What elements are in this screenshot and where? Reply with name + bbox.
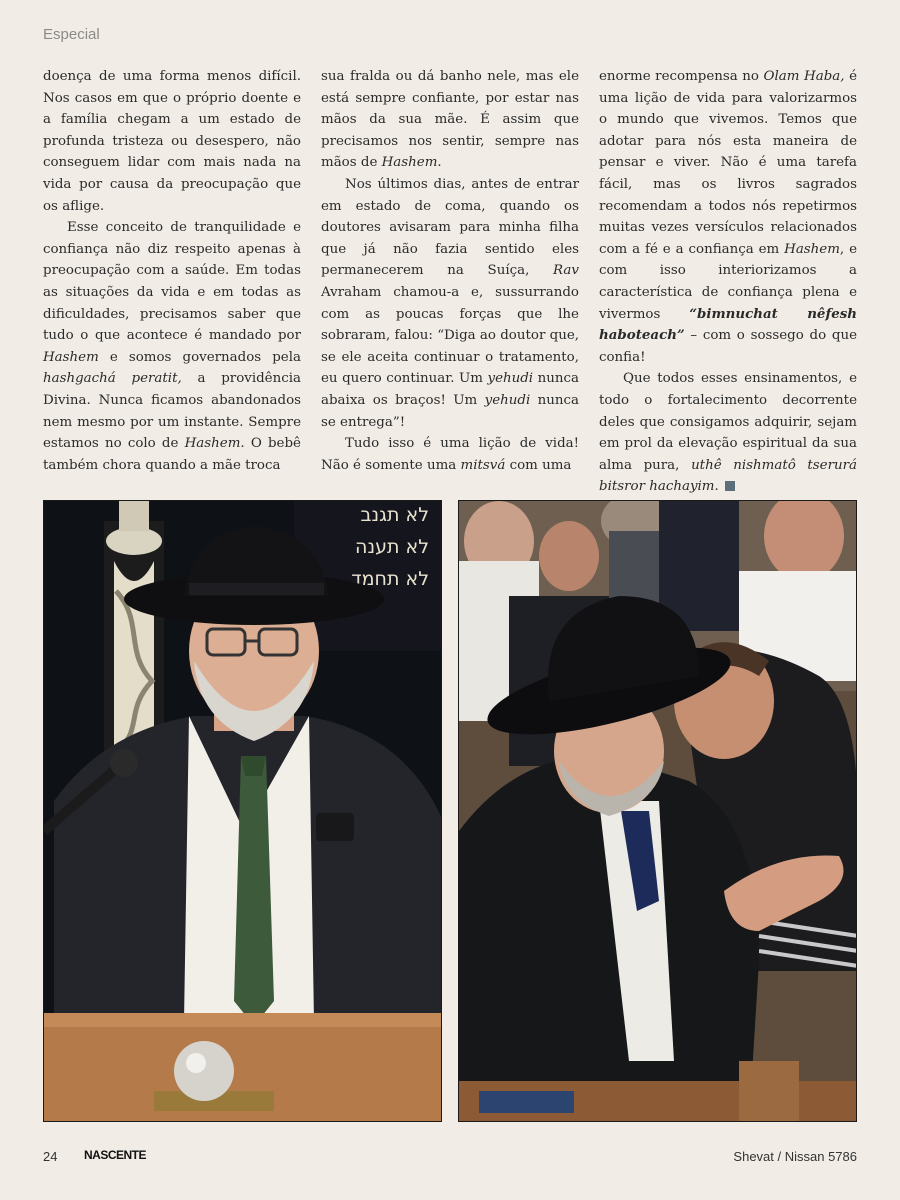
article-paragraph	[599, 368, 857, 498]
banner-line-3: לא תחמד	[351, 568, 429, 590]
article-italic-term: uthê nishmatô tserurá bitsror hachayim	[599, 457, 857, 495]
article-column-2	[321, 66, 579, 486]
photo-rabbi-at-podium	[43, 500, 442, 1122]
article-column-1	[43, 66, 301, 486]
article-italic-term: yehudi	[484, 392, 531, 408]
article-text: é uma lição de vida para valorizarmos o mundo que vivemos. Temos que adotar para nós esta maneira de pensar e viver. Não é uma tarefa fácil, mas os livros sagrados recomendam a todos nós repetirmos muitas vezes versículos relacionados com a fé e a confiança em	[599, 69, 857, 257]
photo-embrace	[458, 500, 857, 1122]
article-paragraph	[43, 217, 301, 476]
article-paragraph	[321, 66, 579, 174]
article-text: .	[437, 155, 442, 171]
article-text: , e com isso interiorizamos a característica de confiança plena e vivermos	[599, 241, 857, 322]
article-paragraph	[599, 66, 857, 368]
banner-line-1: לא תגנב	[360, 504, 429, 526]
article-text: .	[714, 479, 719, 495]
article-text: sua fralda ou dá banho nele, mas ele está sempre confiante, por estar nas mãos da sua mãe. É assim que precisamos nos sentir, sempre nas mãos de	[321, 69, 579, 171]
article-italic-term: Rav	[553, 263, 579, 279]
article-paragraph	[321, 174, 579, 433]
article-text: e somos governados pela	[98, 349, 301, 365]
article-text: a providência Divina. Nunca ficamos abandonados nem mesmo por um instante. Sempre estamos no colo de	[43, 371, 301, 452]
article-italic-term: Olam Haba,	[763, 69, 845, 84]
article-text: Que todos esses ensinamentos, e todo o fortalecimento decorrente deles que consigamos adquirir, sejam em prol da elevação espiritual da sua alma pura,	[599, 371, 857, 473]
magazine-logo: NASCENTE	[84, 1148, 147, 1162]
article-text: nunca se entrega”!	[321, 392, 579, 430]
article-italic-term: yehudi	[487, 371, 534, 387]
embrace-illustration	[459, 501, 857, 1122]
article-text: nunca abaixa os braços! Um	[321, 371, 579, 408]
page-number: 24	[43, 1149, 58, 1164]
article-italic-term: hashgachá peratit,	[43, 371, 182, 387]
article-italic-term: Hashem	[381, 155, 438, 171]
article-italic-term: mitsvá	[460, 457, 506, 473]
article-text: . O bebê também chora quando a mãe troca	[43, 436, 301, 473]
article-italic-term: “bimnuchat nêfesh haboteach”	[599, 305, 857, 344]
section-label: Especial	[43, 26, 100, 43]
article-body	[43, 66, 857, 495]
article-italic-term: Hashem	[184, 436, 241, 452]
article-text: – com o sossego do que confia!	[599, 328, 857, 365]
article-column-3	[599, 66, 857, 495]
article-text: Tudo isso é uma lição de vida! Não é somente uma	[321, 436, 579, 473]
article-text: Esse conceito de tranquilidade e confiança não diz respeito apenas à preocupação com a saúde. Em todas as situações da vida e em todas as dificuldades, precisamos saber que tudo o que acontece é mandado por	[43, 220, 301, 344]
article-paragraph	[43, 66, 301, 217]
article-text: enorme recompensa no	[599, 69, 764, 84]
article-text: doença de uma forma menos difícil. Nos casos em que o próprio doente e a família chegam a um estado de profunda tristeza ou desespero, não conseguem lidar com mais nada na vida por causa da preocupação que os aflige.	[43, 69, 301, 214]
issue-label: Shevat / Nissan 5786	[733, 1149, 857, 1164]
article-paragraph	[321, 433, 579, 476]
banner-line-2: לא תענה	[355, 536, 429, 558]
end-of-article-square-icon	[725, 481, 735, 491]
article-italic-term: Hashem	[784, 241, 840, 257]
article-text: Avraham chamou-a e, sussurrando com as poucas forças que lhe sobraram, falou: “Diga ao doutor que, se ele aceita continuar o tratamento, eu quero continuar. Um	[321, 284, 579, 387]
article-italic-term: Hashem	[43, 349, 99, 365]
article-text: com uma	[505, 457, 572, 473]
rabbi-speaking-illustration	[44, 501, 442, 1122]
article-text: Nos últimos dias, antes de entrar em estado de coma, quando os doutores avisaram para minha filha que já não fazia sentido eles permanecerem na Suíça,	[321, 176, 579, 279]
